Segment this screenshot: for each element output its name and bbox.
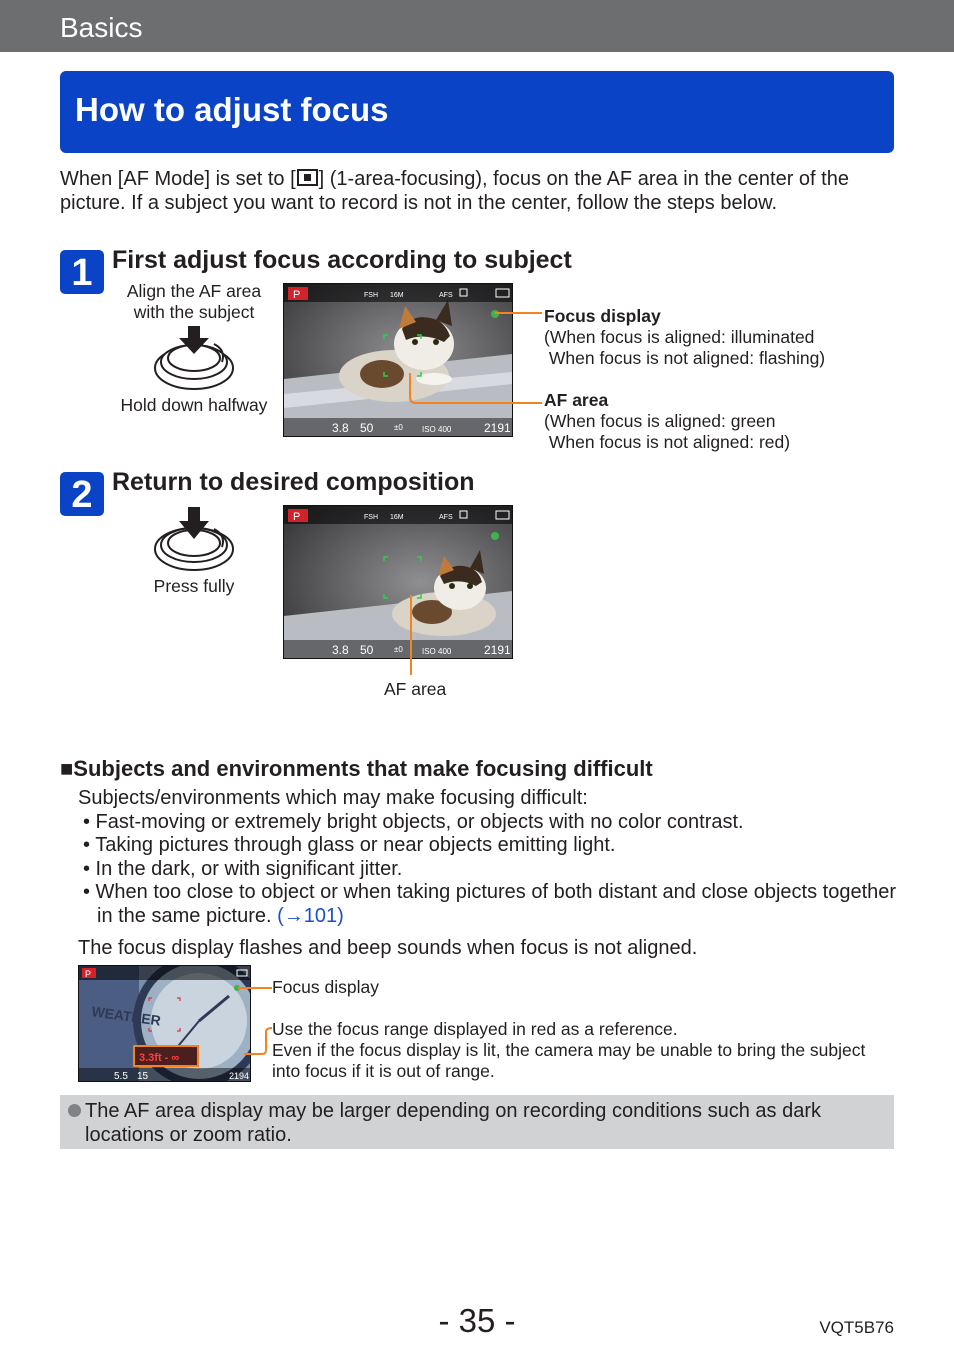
step-1-title: First adjust focus according to subject: [112, 246, 572, 274]
range-callout-lines: [236, 980, 276, 1060]
page-title-box: [60, 71, 894, 153]
step2-callout-line: [405, 595, 417, 677]
step-1-number: 1: [60, 250, 104, 294]
svg-text:P: P: [293, 511, 301, 523]
step-2-number: 2: [60, 472, 104, 516]
svg-text:AFS: AFS: [439, 514, 453, 521]
note-text: The AF area display may be larger depending on recording conditions such as dark locations or zoom ratio.: [85, 1100, 821, 1146]
shutter-button-full-icon: [150, 505, 238, 575]
svg-text:ISO 400: ISO 400: [422, 647, 452, 656]
svg-text:FSH: FSH: [364, 514, 378, 521]
page-link-101[interactable]: (→101): [277, 904, 344, 927]
svg-text:3.3ft - ∞: 3.3ft - ∞: [139, 1052, 180, 1064]
svg-text:2194: 2194: [229, 1071, 250, 1081]
svg-text:ISO 400: ISO 400: [422, 425, 452, 434]
svg-text:AFS: AFS: [439, 292, 453, 299]
intro-paragraph: When [AF Mode] is set to [ ] (1-area-focusing), focus on the AF area in the center of the picture. If a subject you want to record is not in the center, follow the steps below.: [60, 168, 849, 214]
bullet-dot-icon: [68, 1104, 81, 1117]
camera-screen-range: [78, 965, 251, 1082]
difficult-section-body: Subjects/environments which may make focusing difficult: • Fast-moving or extremely bright objects, or objects with no color contrast. • Taking pictures through glass or near objects emitting light. • In the dark, or with significant jitter. • When too close to object or when taking pictures of both distant and close objects together in the same picture. (→101) The focus display flashes and beep sounds when focus is not aligned.: [78, 787, 897, 959]
section-label: Basics: [60, 12, 143, 43]
focus-display-label-small: Focus display: [272, 977, 379, 997]
svg-text:2191: 2191: [484, 643, 511, 657]
svg-text:16M: 16M: [390, 292, 404, 299]
page-number: - 35 -: [438, 1302, 516, 1339]
camera-screen-step2: [283, 505, 513, 659]
focus-display-callout: Focus display (When focus is aligned: illuminated When focus is not aligned: flashing): [544, 306, 826, 368]
step-2-title: Return to desired composition: [112, 468, 475, 496]
step1-callout-lines: [400, 305, 550, 405]
svg-text:50: 50: [360, 421, 374, 435]
svg-text:WEATHER: WEATHER: [90, 1003, 162, 1029]
svg-text:50: 50: [360, 643, 374, 657]
svg-text:5.5: 5.5: [114, 1071, 128, 1081]
shutter-button-half-icon: [150, 324, 238, 394]
svg-text:16M: 16M: [390, 514, 404, 521]
svg-text:15: 15: [137, 1071, 149, 1081]
af-1-area-icon: [297, 169, 318, 186]
af-area-callout: AF area (When focus is aligned: green When focus is not aligned: red): [544, 390, 791, 452]
align-af-label: Align the AF area with the subject: [126, 281, 262, 322]
svg-text:±0: ±0: [394, 645, 403, 654]
difficult-section-title: ■Subjects and environments that make focusing difficult: [60, 756, 653, 781]
svg-text:P: P: [85, 969, 92, 979]
hold-halfway-label: Hold down halfway: [120, 395, 268, 415]
svg-text:P: P: [293, 289, 301, 301]
focus-range-note: Use the focus range displayed in red as a reference. Even if the focus display is lit, the camera may be unable to bring the subject into focus if it is out of range.: [272, 1019, 866, 1081]
page-title: How to adjust focus: [75, 91, 389, 128]
svg-text:±0: ±0: [394, 423, 403, 432]
svg-text:FSH: FSH: [364, 292, 378, 299]
svg-text:2191: 2191: [484, 421, 511, 435]
note-box: [60, 1095, 894, 1149]
svg-text:3.8: 3.8: [332, 421, 349, 435]
svg-text:3.8: 3.8: [332, 643, 349, 657]
af-area-label-step2: AF area: [384, 679, 447, 699]
document-code: VQT5B76: [819, 1318, 894, 1337]
header-bar: [0, 0, 954, 52]
press-fully-label: Press fully: [153, 576, 235, 596]
